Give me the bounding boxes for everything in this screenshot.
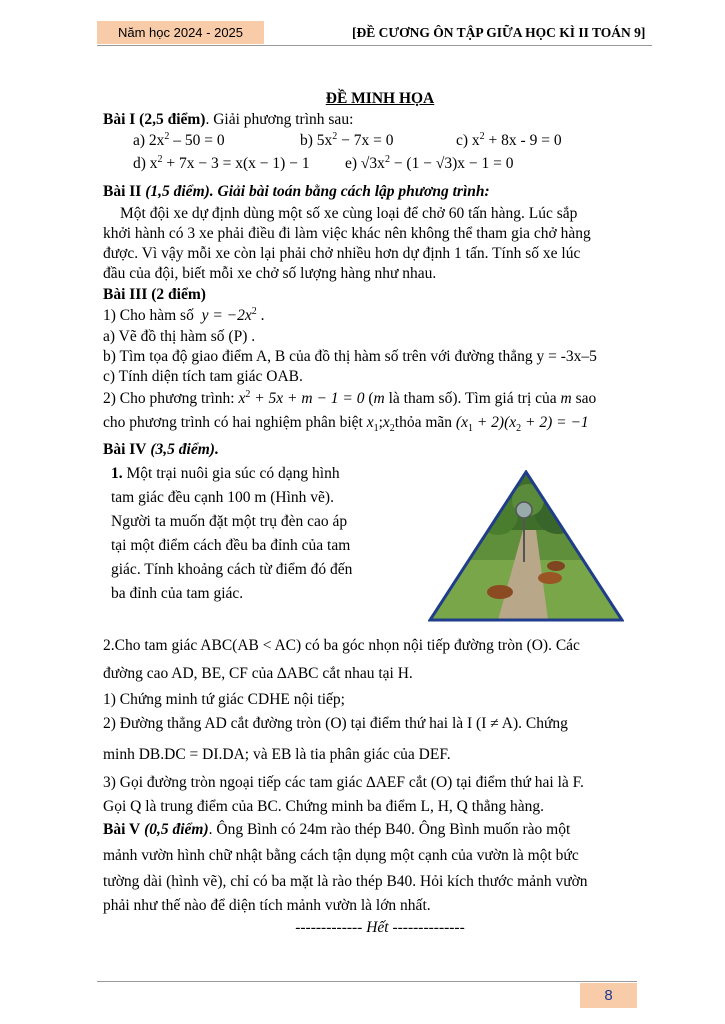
bai1-prompt: . Giải phương trình sau: <box>205 111 354 128</box>
end-right: -------------- <box>388 919 465 936</box>
bai4-p2-line-3: 1) Chứng minh tứ giác CDHE nội tiếp; <box>103 691 345 708</box>
eq-c-lead: c) x <box>456 132 480 149</box>
bai3-heading: Bài III (2 điểm) <box>103 286 206 303</box>
bai1-eq-a <box>133 131 225 151</box>
bai1-heading-line <box>103 110 353 130</box>
eq-d-lead: d) x <box>133 155 158 172</box>
bai3-l5-m: m <box>373 390 385 407</box>
eq-a-exp: 2 <box>164 130 170 142</box>
bai4-heading-tail: (3,5 điểm). <box>146 441 219 458</box>
bai4-heading-line <box>103 440 219 460</box>
bai3-l6-cond-a: (x <box>455 414 468 431</box>
bai4-p1-line-2: tam giác đều cạnh 100 m (Hình vẽ). <box>111 489 334 506</box>
eq-a-lead: a) 2x <box>133 132 165 149</box>
bai3-l6-x2: x <box>382 414 390 431</box>
bai4-p2-line-4: 2) Đường thẳng AD cắt đường tròn (O) tại điểm thứ hai là I (I ≠ A). Chứng <box>103 715 568 732</box>
bai4-p1-num: 1. <box>111 465 123 482</box>
triangle-farm-illustration <box>428 470 624 622</box>
bai3-l1-exp: 2 <box>251 305 257 317</box>
bai3-l1-end: . <box>256 307 265 324</box>
bai4-p1-line-5: giác. Tính khoảng cách từ điểm đó đến <box>111 561 353 578</box>
bai5-line-1 <box>103 820 570 840</box>
bai2-line-2: khởi hành có 3 xe phải điều đi làm việc khác nên không thể tham gia chở hàng <box>103 225 591 242</box>
bai4-p2-line-7: Gọi Q là trung điểm của BC. Chứng minh ba điểm L, H, Q thẳng hàng. <box>103 798 545 815</box>
eq-b-tail: − 7x = 0 <box>337 132 394 149</box>
bai4-p1-line-6: ba đỉnh của tam giác. <box>111 585 244 602</box>
bai3-line-4: c) Tính diện tích tam giác OAB. <box>103 368 303 385</box>
eq-d-exp: 2 <box>157 153 163 165</box>
bai3-l6-cond-sub2: 2 <box>516 423 522 435</box>
bai3-line-1 <box>103 306 265 326</box>
bai1-eq-d <box>133 154 310 174</box>
eq-c-tail: + 8x - 9 = 0 <box>484 132 562 149</box>
bai2-heading: Bài II <box>103 183 142 200</box>
footer-divider <box>97 981 637 982</box>
bai5-l1-text: . Ông Bình có 24m rào thép B40. Ông Bình muốn rào một <box>208 821 571 838</box>
bai4-heading: Bài IV <box>103 441 147 458</box>
eq-d-tail: + 7x − 3 = x(x − 1) − 1 <box>162 155 310 172</box>
bai3-l5-text: 2) Cho phương trình: <box>103 390 235 407</box>
end-marker <box>97 918 663 938</box>
bai3-line-5 <box>103 389 596 409</box>
bai3-l6-sub2: 2 <box>389 423 395 435</box>
page-title: ĐỀ MINH HỌA <box>325 90 435 107</box>
bai4-p2-line-5: minh DB.DC = DI.DA; và EB là tia phân giác của DEF. <box>103 746 451 763</box>
eq-c-exp: 2 <box>479 130 485 142</box>
bai1-eq-c <box>456 131 562 151</box>
bai3-l5-end: sao <box>571 390 597 407</box>
bai1-eq-b <box>300 131 394 151</box>
bai4-p2-line-6: 3) Gọi đường tròn ngoại tiếp các tam giác ∆AEF cắt (O) tại điểm thứ hai là F. <box>103 774 584 791</box>
bai3-l1-func: y = −2x <box>201 307 252 324</box>
bai3-l5-paren: ( <box>364 390 374 407</box>
bai3-l6-sub1: 1 <box>373 423 379 435</box>
end-word: Hết <box>366 919 389 936</box>
bai3-line-3: b) Tìm tọa độ giao điểm A, B của đồ thị hàm số trên với đường thẳng y = -3x–5 <box>103 348 597 365</box>
bai5-heading-tail: (0,5 điểm) <box>140 821 209 838</box>
bai3-l5-eq: + 5x + m − 1 = 0 <box>250 390 365 407</box>
bai3-l5-mid: là tham số). Tìm giá trị của <box>384 390 561 407</box>
bai2-line-1: Một đội xe dự định dùng một số xe cùng loại để chở 60 tấn hàng. Lúc sắp <box>120 205 578 222</box>
bai4-p1-line-3: Người ta muốn đặt một trụ đèn cao áp <box>111 513 348 530</box>
bai3-l6-cond-c: + 2) = −1 <box>521 414 589 431</box>
bai2-line-3: được. Vì vậy mỗi xe còn lại phải chở nhiều hơn dự định 1 tấn. Tính số xe lúc <box>103 245 581 262</box>
bai1-eq-e <box>345 154 513 174</box>
bai2-heading-line <box>103 182 490 202</box>
bai5-line-4: phải như thế nào để diện tích mảnh vườn là lớn nhất. <box>103 897 431 914</box>
eq-e-exp: 2 <box>384 153 390 165</box>
bai3-l5-var: x <box>238 390 246 407</box>
bai3-line-6: cho phương trình có hai nghiệm phân biệt $x_1;x_2thỏa$ mãn $(x_1 + 2)(x_2 + 2) = -1$ <box>103 414 589 435</box>
bai3-l6-cond-sub1: 1 <box>467 423 473 435</box>
bai5-line-2: mảnh vườn hình chữ nhật bằng cách tận dụng một cạnh của vườn là một bức <box>103 847 579 864</box>
bai4-p1-l1: Một trại nuôi gia súc có dạng hình <box>122 465 340 482</box>
bai2-heading-tail: (1,5 điểm). Giải bài toán bằng cách lập phương trình: <box>141 183 490 200</box>
bai1-heading: Bài I (2,5 điểm) <box>103 111 206 128</box>
end-left: ------------- <box>295 919 367 936</box>
eq-b-exp: 2 <box>332 130 338 142</box>
bai3-line-2: a) Vẽ đồ thị hàm số (P) . <box>103 328 256 345</box>
eq-e-lead: e) √3x <box>345 155 385 172</box>
bai4-p1-line-4: tại một điểm cách đều ba đỉnh của tam <box>111 537 351 554</box>
bai3-l6-mid: thỏa mãn <box>394 414 453 431</box>
eq-b-lead: b) 5x <box>300 132 333 149</box>
header-divider <box>97 45 652 46</box>
bai2-line-4: đầu của đội, biết mỗi xe chở số lượng hàng như nhau. <box>103 265 437 282</box>
bai4-p2-line-2: đường cao AD, BE, CF của ∆ABC cắt nhau tại H. <box>103 665 413 682</box>
document-title: [ĐỀ CƯƠNG ÔN TẬP GIỮA HỌC KÌ II TOÁN 9] <box>352 25 646 40</box>
bai5-heading: Bài V <box>103 821 141 838</box>
bai3-l6-cond-b: + 2)(x <box>472 414 517 431</box>
eq-a-tail: – 50 = 0 <box>169 132 225 149</box>
bai3-l6-x1: x <box>366 414 374 431</box>
school-year-label: Năm học 2024 - 2025 <box>97 21 264 44</box>
bai3-l5-m2: m <box>560 390 572 407</box>
bai3-l5-exp: 2 <box>245 388 251 400</box>
bai3-l6-text: cho phương trình có hai nghiệm phân biệt <box>103 414 363 431</box>
bai4-p2-line-1: 2.Cho tam giác ABC(AB < AC) có ba góc nhọn nội tiếp đường tròn (O). Các <box>103 637 580 654</box>
bai3-l1-text: 1) Cho hàm số <box>103 307 194 324</box>
page-number: 8 <box>580 983 637 1008</box>
bai4-p1-line-1 <box>111 464 340 484</box>
eq-e-tail: − (1 − √3)x − 1 = 0 <box>389 155 514 172</box>
bai5-line-3: tường dài (hình vẽ), chỉ có ba mặt là rào thép B40. Hỏi kích thước mảnh vườn <box>103 873 588 890</box>
